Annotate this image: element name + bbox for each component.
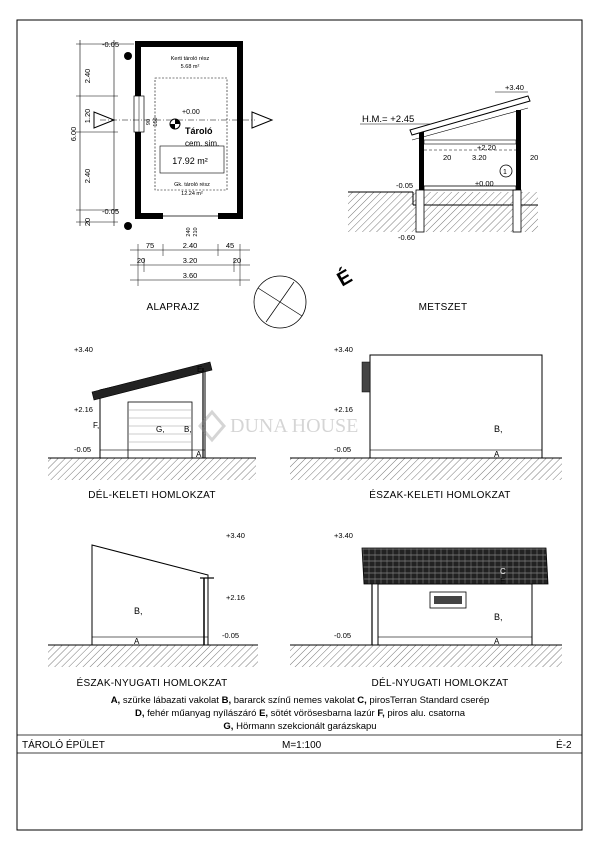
legend-key-b: B, bbox=[221, 695, 232, 706]
section-title: METSZET bbox=[418, 302, 468, 313]
elev3-label-a: A bbox=[134, 637, 140, 646]
legend-text-f: piros alu. csatorna bbox=[384, 708, 466, 719]
elev2-title: ÉSZAK-KELETI HOMLOKZAT bbox=[369, 490, 511, 501]
legend-line-1 bbox=[0, 695, 600, 707]
legend-key-e: E, bbox=[259, 708, 269, 719]
legend-key-d: D, bbox=[134, 708, 145, 719]
elev1-label-f: F, bbox=[93, 421, 100, 430]
plan-window-note-1: 90 bbox=[146, 118, 152, 126]
footer-name: TÁROLÓ ÉPÜLET bbox=[22, 740, 105, 751]
legend-key-c: C, bbox=[357, 695, 367, 706]
elevation-north-west bbox=[48, 531, 258, 689]
plan-dim-left-1: 2.40 bbox=[83, 68, 92, 84]
elev3-ground: -0.05 bbox=[222, 631, 240, 640]
elev3-top: +3.40 bbox=[226, 531, 245, 540]
elev4-label-b: B, bbox=[494, 612, 503, 622]
elev4-title: DÉL-NYUGATI HOMLOKZAT bbox=[371, 678, 509, 689]
plan-window-note-2: 150 bbox=[153, 117, 159, 127]
footer-scale: M=1:100 bbox=[282, 740, 322, 751]
elev1-mid: +2.16 bbox=[74, 405, 93, 414]
plan-room-top-area: 5.68 m² bbox=[180, 64, 200, 70]
elevation-south-east bbox=[48, 345, 256, 501]
plan-dim-total-height: 6.00 bbox=[69, 126, 78, 142]
elev2-label-b: B, bbox=[494, 424, 503, 434]
section-dim-20-right: 20 bbox=[530, 153, 539, 162]
legend-text-e: sötét vörösesbarna lazúr bbox=[268, 708, 378, 719]
plan-level-bottom: -0.05 bbox=[102, 207, 120, 216]
floor-plan bbox=[69, 40, 272, 313]
plan-room-main-name: Tároló bbox=[185, 126, 213, 136]
plan-dim-bottom-2a: 20 bbox=[136, 256, 146, 265]
elev3-label-b: B, bbox=[134, 606, 143, 616]
legend-key-f: F, bbox=[377, 708, 385, 719]
plan-dim-bottom-1b: 2.40 bbox=[182, 241, 198, 250]
section-level-ground: -0.05 bbox=[396, 181, 414, 190]
plan-level-top: -0.05 bbox=[102, 40, 120, 49]
section-view bbox=[348, 83, 538, 313]
north-label: É bbox=[333, 265, 357, 292]
plan-room-top-name: Kerti tároló rész bbox=[170, 56, 210, 62]
legend-text-g: Hörmann szekcionált garázskapu bbox=[233, 721, 377, 732]
plan-room-main-floor: cem. sim. bbox=[185, 139, 220, 148]
plan-dim-total-width: 3.60 bbox=[182, 271, 198, 280]
legend-line-3 bbox=[0, 721, 600, 733]
plan-dim-bottom-2c: 20 bbox=[232, 256, 242, 265]
section-dim-20-left: 20 bbox=[443, 153, 452, 162]
elev4-label-a: A bbox=[494, 637, 500, 646]
plan-title: ALAPRAJZ bbox=[146, 302, 200, 313]
plan-room-main-area: 17.92 m² bbox=[172, 156, 208, 166]
elev4-label-c: C bbox=[500, 567, 506, 576]
elev4-label-e: E bbox=[500, 577, 506, 586]
elev1-label-a: A bbox=[196, 450, 202, 459]
elev2-mid: +2.16 bbox=[334, 405, 353, 414]
legend-text-b: bararck színű nemes vakolat bbox=[231, 695, 358, 706]
section-hm-label: H.M.= +2.45 bbox=[362, 114, 415, 125]
legend-text-a: szürke lábazati vakolat bbox=[120, 695, 222, 706]
section-level-mid: +2.20 bbox=[477, 143, 496, 152]
plan-dim-bottom-2b: 3.20 bbox=[182, 256, 198, 265]
plan-dim-left-3: 2.40 bbox=[83, 168, 92, 184]
plan-room-bottom-area: 12.24 m² bbox=[181, 191, 203, 197]
elevation-south-west bbox=[290, 531, 562, 689]
plan-door-note-2: 210 bbox=[193, 227, 199, 237]
north-arrow bbox=[254, 265, 356, 328]
section-dim-width: 3.20 bbox=[472, 153, 487, 162]
elev1-label-g: G, bbox=[156, 425, 165, 434]
elev4-top: +3.40 bbox=[334, 531, 353, 540]
plan-dim-bottom-1a: 75 bbox=[145, 241, 155, 250]
plan-door-note-1: 240 bbox=[186, 227, 192, 237]
elev1-ground: -0.05 bbox=[74, 445, 92, 454]
elev1-top: +3.40 bbox=[74, 345, 93, 354]
legend-text-d: fehér műanyag nyílászáró bbox=[144, 708, 260, 719]
elev1-label-e: E bbox=[197, 365, 203, 374]
plan-dim-bottom-1c: 45 bbox=[225, 241, 235, 250]
legend-text-c: pirosTerran Standard cserép bbox=[366, 695, 490, 706]
section-marker: 1 bbox=[503, 169, 507, 176]
elev2-top: +3.40 bbox=[334, 345, 353, 354]
section-level-found: -0.60 bbox=[398, 233, 416, 242]
legend-line-2 bbox=[0, 708, 600, 720]
legend-key-g: G, bbox=[223, 721, 234, 732]
watermark bbox=[200, 412, 358, 440]
elev1-label-b: B, bbox=[184, 425, 192, 434]
elev3-title: ÉSZAK-NYUGATI HOMLOKZAT bbox=[76, 678, 228, 689]
footer-sheet: É-2 bbox=[556, 740, 572, 751]
elev2-label-a: A bbox=[494, 450, 500, 459]
elev1-title: DÉL-KELETI HOMLOKZAT bbox=[88, 490, 216, 501]
plan-dim-left-2: 1.20 bbox=[83, 108, 92, 124]
plan-dim-left-4: 20 bbox=[83, 217, 92, 227]
watermark-text: DUNA HOUSE bbox=[230, 415, 359, 437]
section-level-top: +3.40 bbox=[505, 83, 524, 92]
elev2-ground: -0.05 bbox=[334, 445, 352, 454]
elev3-mid: +2.16 bbox=[226, 593, 245, 602]
legend-key-a: A, bbox=[110, 695, 121, 706]
plan-level: +0.00 bbox=[182, 109, 200, 116]
plan-room-bottom-name: Gk. tároló rész bbox=[174, 182, 210, 188]
section-level-floor: ±0.00 bbox=[475, 179, 494, 188]
elev4-ground: -0.05 bbox=[334, 631, 352, 640]
